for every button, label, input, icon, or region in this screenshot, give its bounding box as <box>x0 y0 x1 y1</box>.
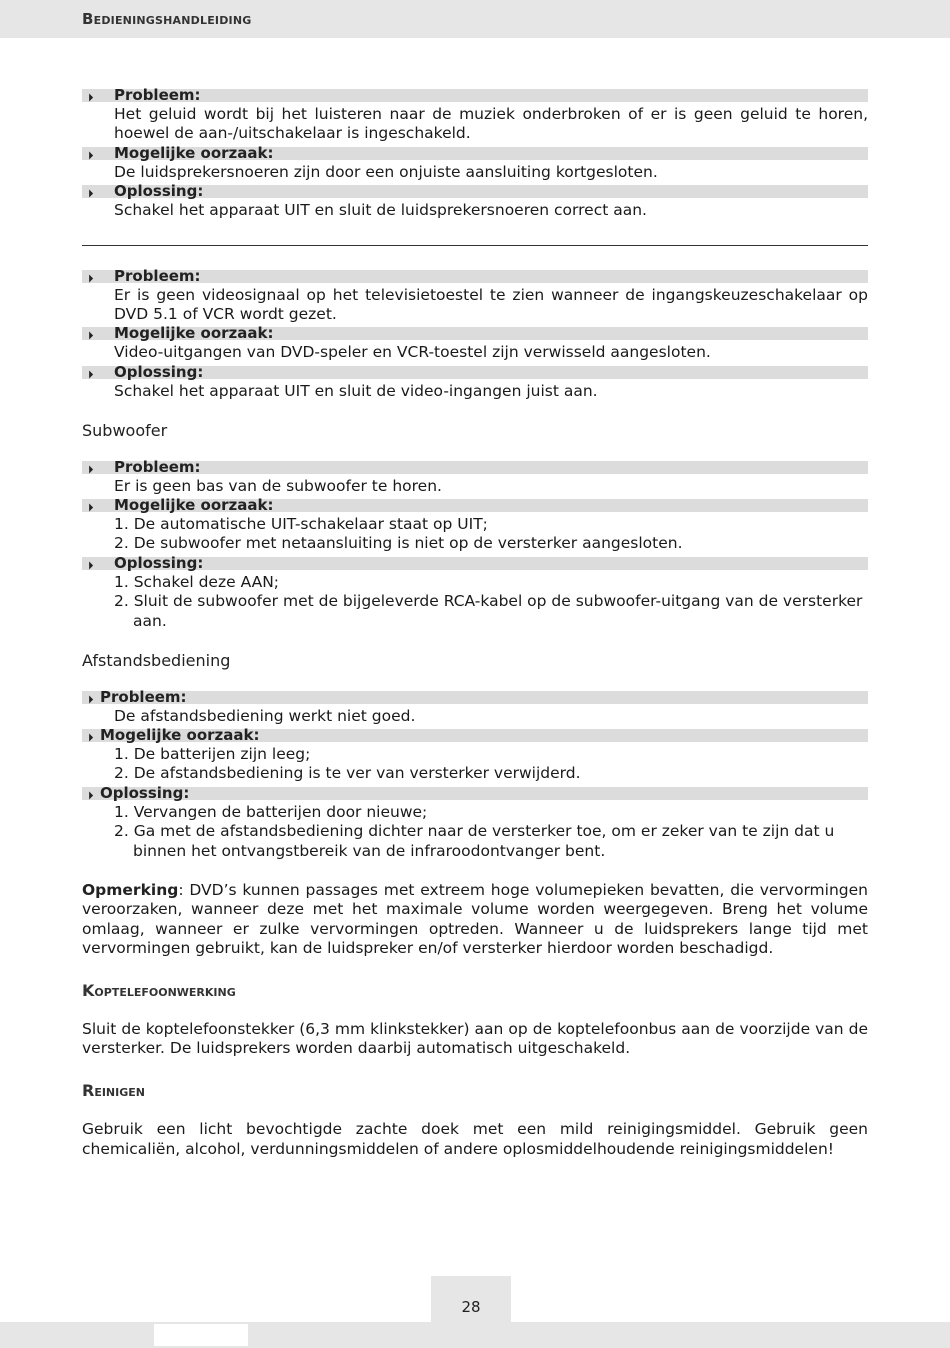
arrow-right-icon: ⏵ <box>88 367 94 381</box>
section-remote-heading: Afstandsbediening <box>82 651 231 671</box>
page-number: 28 <box>461 1298 481 1316</box>
cause-label <box>82 725 868 744</box>
note-label: Opmerking <box>82 880 179 899</box>
solution-label-text: Oplossing: <box>114 182 204 201</box>
cause-label-text: Mogelijke oorzaak: <box>100 725 260 744</box>
arrow-right-icon: ⏵ <box>88 730 94 744</box>
note-text: : DVD’s kunnen passages met extreem hoge volumepieken bevatten, die vervormingen veroorzaken, wanneer deze met het maximale volume worden weergegeven. Breng het volume omlaag, wanneer er zulke vervormingen optreden. Wanneer u de luidsprekers lange tijd met vervormingen gebruikt, kan de luidspreker en/of versterker hierdoor worden beschadigd. <box>82 880 868 958</box>
header-title: Bedieningshandleiding <box>82 10 252 28</box>
list-item: 2. Ga met de afstandsbediening dichter naar de versterker toe, om er zeker van te zijn dat u binnen het ontvangstbereik van de infraroodontvanger bent. <box>114 822 835 860</box>
note-paragraph <box>82 881 868 959</box>
solution-label-text: Oplossing: <box>114 362 204 381</box>
cause-list <box>82 745 868 784</box>
cause-label <box>82 143 868 162</box>
solution-text: Schakel het apparaat UIT en sluit de luidsprekersnoeren correct aan. <box>114 201 647 220</box>
arrow-right-icon: ⏵ <box>88 788 94 802</box>
problem-text: De afstandsbediening werkt niet goed. <box>114 706 416 725</box>
list-item: 1. Schakel deze AAN; <box>114 572 280 591</box>
section-subwoofer-heading: Subwoofer <box>82 421 168 441</box>
problem-text: Er is geen videosignaal op het televisietoestel te zien wanneer de ingangskeuzeschakelaar op DVD 5.1 of VCR wordt gezet. <box>114 285 868 324</box>
footer-box <box>154 1324 248 1346</box>
problem-label-text: Probleem: <box>114 266 201 285</box>
arrow-right-icon: ⏵ <box>88 329 94 343</box>
arrow-right-icon: ⏵ <box>88 558 94 572</box>
cause-label-text: Mogelijke oorzaak: <box>114 324 274 343</box>
divider <box>82 245 868 246</box>
arrow-right-icon: ⏵ <box>88 501 94 515</box>
solution-label-text: Oplossing: <box>100 783 190 802</box>
cause-list <box>82 515 868 554</box>
footer-strip-right <box>511 1322 950 1348</box>
problem-label <box>82 687 868 706</box>
arrow-right-icon: ⏵ <box>88 692 94 706</box>
problem-label-text: Probleem: <box>114 457 201 476</box>
cause-text: Video-uitgangen van DVD-speler en VCR-toestel zijn verwisseld aangesloten. <box>114 343 711 362</box>
cleaning-text: Gebruik een licht bevochtigde zachte doek met een mild reinigingsmiddel. Gebruik geen chemicaliën, alcohol, verdunningsmiddelen of andere oplosmiddelhoudende reinigingsmiddelen! <box>82 1120 868 1158</box>
headphones-text: Sluit de koptelefoonstekker (6,3 mm klinkstekker) aan op de koptelefoonbus aan de voorzijde van de versterker. De luidsprekers worden daarbij automatisch uitgeschakeld. <box>82 1019 868 1058</box>
list-item: 2. Sluit de subwoofer met de bijgeleverde RCA-kabel op de subwoofer-uitgang van de versterker aan. <box>114 592 863 630</box>
solution-list <box>82 803 868 861</box>
list-item: 1. Vervangen de batterijen door nieuwe; <box>114 802 428 821</box>
solution-text: Schakel het apparaat UIT en sluit de video-ingangen juist aan. <box>114 381 598 400</box>
solution-label <box>82 783 868 802</box>
solution-label-text: Oplossing: <box>114 553 204 572</box>
list-item: 1. De automatische UIT-schakelaar staat op UIT; <box>114 515 488 534</box>
problem-text: Het geluid wordt bij het luisteren naar de muziek onderbroken of er is geen geluid te horen, hoewel de aan-/uitschakelaar is ingeschakeld. <box>114 105 868 143</box>
arrow-right-icon: ⏵ <box>88 187 94 201</box>
section-headphones-heading: Koptelefoonwerking <box>82 980 236 1000</box>
problem-text: Er is geen bas van de subwoofer te horen. <box>114 476 442 495</box>
list-item: 1. De batterijen zijn leeg; <box>114 744 311 763</box>
cause-label-text: Mogelijke oorzaak: <box>114 496 274 515</box>
arrow-right-icon: ⏵ <box>88 271 94 285</box>
problem-label <box>82 266 868 285</box>
cause-label <box>82 496 868 515</box>
arrow-right-icon: ⏵ <box>88 91 94 104</box>
arrow-right-icon: ⏵ <box>88 462 94 476</box>
solution-label <box>82 362 868 381</box>
list-item: 2. De afstandsbediening is te ver van versterker verwijderd. <box>114 764 581 783</box>
solution-label <box>82 182 868 201</box>
problem-label <box>82 86 868 104</box>
problem-label-text: Probleem: <box>114 86 201 104</box>
list-item: 2. De subwoofer met netaansluiting is niet op de versterker aangesloten. <box>114 534 683 553</box>
problem-label <box>82 457 868 476</box>
solution-label <box>82 553 868 572</box>
page-content <box>82 86 868 1159</box>
section-cleaning-heading: Reinigen <box>82 1080 145 1100</box>
solution-list <box>82 573 868 631</box>
cause-label-text: Mogelijke oorzaak: <box>114 143 274 162</box>
arrow-right-icon: ⏵ <box>88 148 94 162</box>
cause-text: De luidsprekersnoeren zijn door een onjuiste aansluiting kortgesloten. <box>114 162 658 181</box>
cause-label <box>82 324 868 343</box>
problem-label-text: Probleem: <box>100 687 187 706</box>
